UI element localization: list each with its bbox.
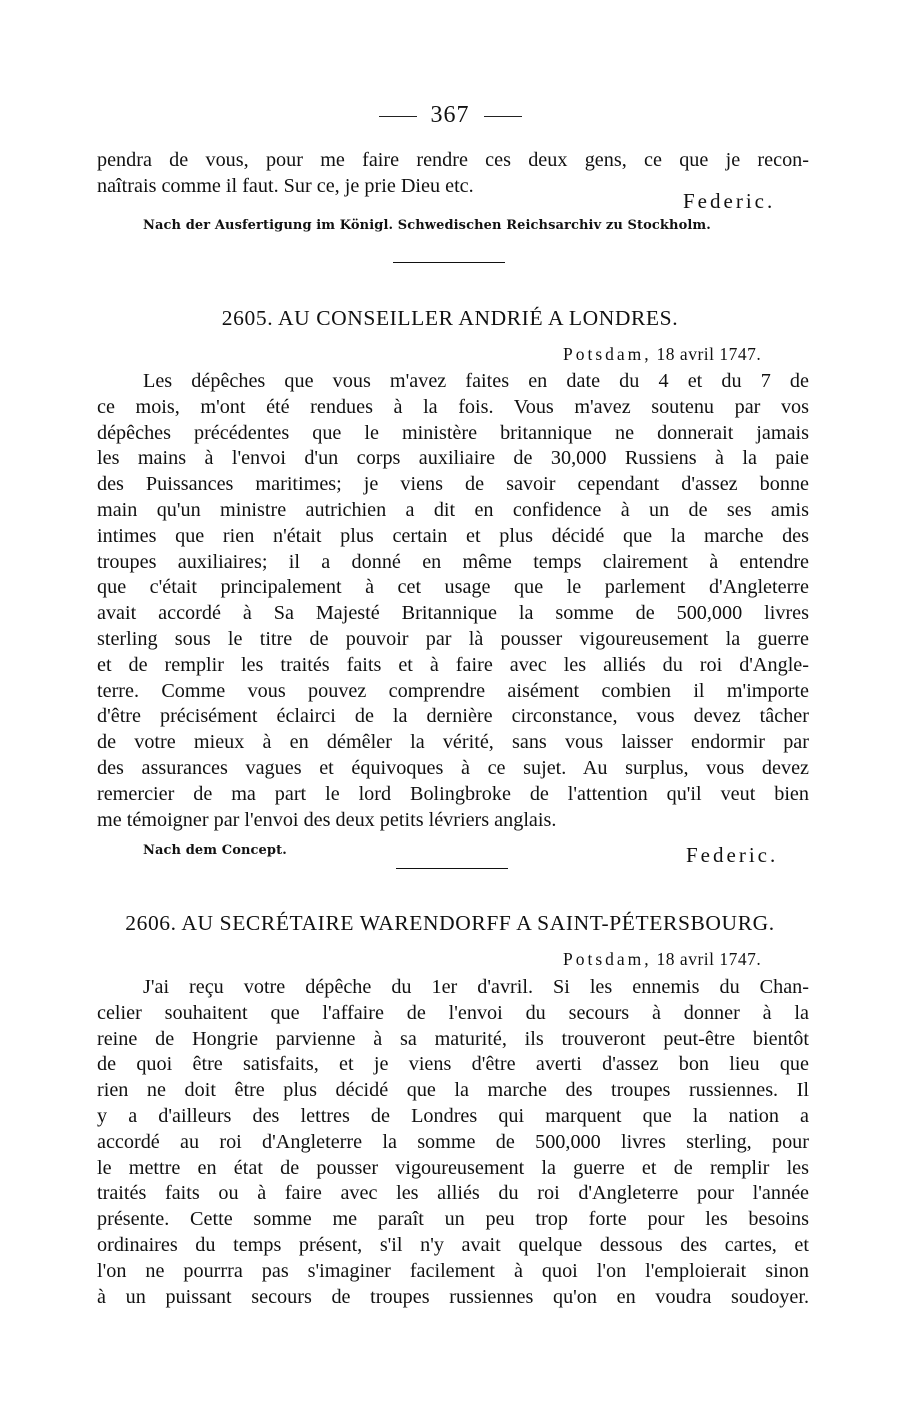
text-line: l'on ne pourrra pas s'imaginer facilement à quoi l'on l'emploierait sinon (97, 1259, 809, 1282)
text-line: y a d'ailleurs des lettres de Londres qui marquent que la nation a (97, 1104, 809, 1127)
signature: Federic. (683, 189, 776, 213)
text-line: ordinaires du temps présent, s'il n'y avait quelque dessous des cartes, et (97, 1233, 809, 1256)
text-line (97, 975, 809, 1001)
text-line: naîtrais comme il faut. Sur ce, je prie Dieu etc. (97, 174, 474, 197)
dateline-place: Potsdam, (563, 949, 652, 969)
section-divider (396, 868, 508, 869)
text-line: pendra de vous, pour me faire rendre ces deux gens, ce que je recon- (97, 149, 809, 171)
text-line: d'être précisément éclairci de la dernière circonstance, vous devez tâcher (97, 705, 809, 728)
text-line: à un puissant secours de troupes russiennes qu'on en voudra soudoyer. (97, 1285, 809, 1308)
dateline-date: 18 avril 1747. (656, 344, 762, 364)
text-line: et de remplir les traités faits et à faire avec les alliés du roi d'Angle- (97, 653, 809, 676)
signature: Federic. (686, 843, 779, 867)
text-line: celier souhaitent que l'affaire de l'envoi du secours à donner à la (97, 1001, 809, 1024)
text-line: présente. Cette somme me paraît un peu trop forte pour les besoins (97, 1208, 809, 1231)
text-line: traités faits ou à faire avec les alliés du roi d'Angleterre pour l'année (97, 1182, 809, 1205)
text-line-first: Les dépêches que vous m'avez faites en date du 4 et du 7 de (143, 370, 809, 392)
page-number-dash-left (379, 116, 417, 117)
letter-dateline (563, 949, 761, 970)
source-note: Nach dem Concept. (143, 843, 287, 858)
page-number-dash-right (484, 116, 522, 117)
text-line: accordé au roi d'Angleterre la somme de 500,000 livres sterling, pour (97, 1130, 809, 1153)
page-number (0, 102, 900, 129)
text-line: main qu'un ministre autrichien a dit en confidence à un de ses amis (97, 498, 809, 521)
text-line: dépêches précédentes que le ministère britannique ne donnerait jamais (97, 421, 809, 444)
text-line: sterling sous le titre de pouvoir par là pousser vigoureusement la guerre (97, 627, 809, 650)
section-divider (393, 262, 505, 263)
text-line-first: J'ai reçu votre dépêche du 1er d'avril. Si les ennemis du Chan- (143, 976, 809, 998)
text-line (97, 369, 809, 395)
text-line: le mettre en état de pousser vigoureusement la guerre et de remplir les (97, 1156, 809, 1179)
text-line: les mains à l'envoi d'un corps auxiliaire de 30,000 Russiens à la paie (97, 447, 809, 470)
text-line: des assurances vagues et équivoques à ce sujet. Au surplus, vous devez (97, 756, 809, 779)
text-line: rien ne doit être plus décidé que la marche des troupes russiennes. Il (97, 1079, 809, 1102)
text-line: intimes que rien n'était plus certain et plus décidé que la marche des (97, 524, 809, 547)
letter-heading: 2605. AU CONSEILLER ANDRIÉ A LONDRES. (221, 306, 679, 330)
text-line: me témoigner par l'envoi des deux petits lévriers anglais. (97, 808, 557, 831)
letter-dateline (563, 344, 761, 365)
page-number-text: 367 (430, 102, 470, 128)
letter-body (97, 975, 809, 1310)
text-line: avait accordé à Sa Majesté Britannique la somme de 500,000 livres (97, 602, 809, 625)
text-line: remercier de ma part le lord Bolingbroke de l'attention qu'il veut bien (97, 782, 809, 805)
text-line: troupes auxiliaires; il a donné en même temps clairement à entendre (97, 550, 809, 573)
text-line: que c'était principalement à cet usage que le parlement d'Angleterre (97, 576, 809, 599)
letter-heading: 2606. AU SECRÉTAIRE WARENDORFF A SAINT-PÉTERSBOURG. (125, 911, 775, 935)
text-line: reine de Hongrie parvienne à sa maturité, ils trouveront peut-être bientôt (97, 1027, 809, 1050)
source-note: Nach der Ausfertigung im Königl. Schwedischen Reichsarchiv zu Stockholm. (143, 218, 711, 233)
text-line: de quoi être satisfaits, et je viens d'être averti d'assez bon lieu que (97, 1053, 809, 1076)
dateline-date: 18 avril 1747. (656, 949, 762, 969)
text-line: ce mois, m'ont été rendues à la fois. Vous m'avez soutenu par vos (97, 395, 809, 418)
text-line: terre. Comme vous pouvez comprendre aisément combien il m'importe (97, 679, 809, 702)
letter-body (97, 369, 809, 833)
text-line: des Puissances maritimes; je viens de savoir cependant d'assez bonne (97, 473, 809, 496)
text-line: de votre mieux à en démêler la vérité, sans vous laisser endormir par (97, 731, 809, 754)
dateline-place: Potsdam, (563, 344, 652, 364)
